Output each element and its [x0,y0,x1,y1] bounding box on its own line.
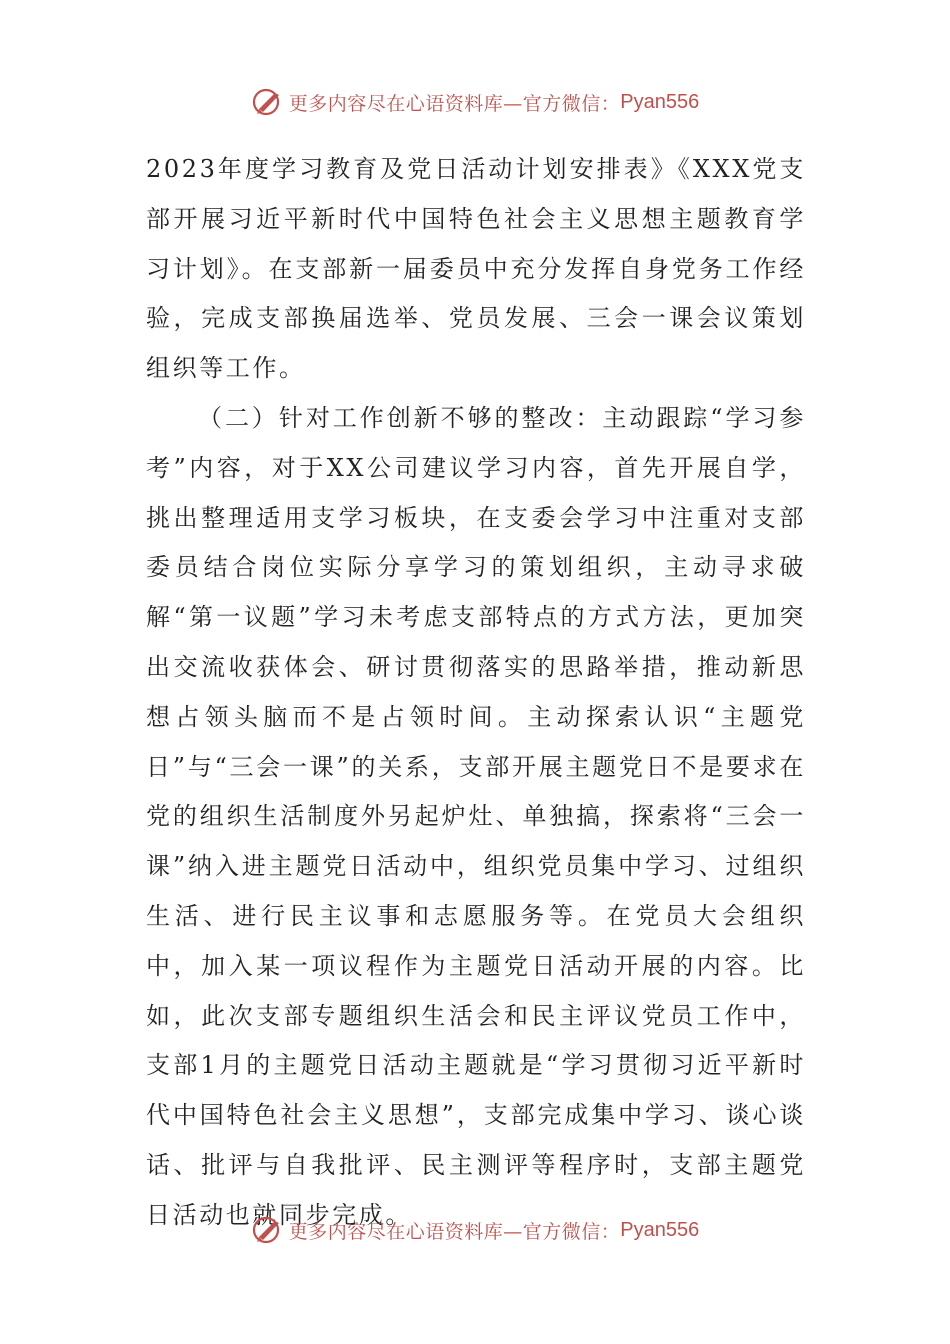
watermark-text: 更多内容尽在心语资料库—官方微信： [288,92,621,115]
watermark-wechat-id: Pyan556 [620,90,700,113]
paragraph-section-two: （二）针对工作创新不够的整改：主动跟踪“学习参考”内容，对于XX公司建议学习内容，首先开展自学，挑出整理适用支学习板块，在支委会学习中注重对支部委员结合岗位实际分享学习的策划组织，主动寻求破解“第一议题”学习未考虑支部特点的方式方法，更加突出交流收获体会、研讨贯彻落实的思路举措，推动新思想占领头脑而不是占领时间。主动探索认识“主题党日”与“三会一课”的关系，支部开展主题党日不是要求在党的组织生活制度外另起炉灶、单独搞，探索将“三会一课”纳入进主题党日活动中，组织党员集中学习、过组织生活、进行民主议事和志愿服务等。在党员大会组织中，加入某一项议程作为主题党日活动开展的内容。比如，此次支部专题组织生活会和民主评议党员工作中，支部1月的主题党日活动主题就是“学习贯彻习近平新时代中国特色社会主义思想”，支部完成集中学习、谈心谈话、批评与自我批评、民主测评等程序时，支部主题党日活动也就同步完成。 [146,403,806,1229]
watermark-text: 更多内容尽在心语资料库—官方微信： [288,1220,621,1243]
pen-circle-icon [251,85,285,119]
pen-circle-icon [251,1213,285,1247]
header-watermark [0,82,950,122]
document-body [146,145,806,1241]
paragraph-continued: 2023年度学习教育及党日活动计划安排表》《XXX党支部开展习近平新时代中国特色社会主义思想主题教育学习计划》。在支部新一届委员中充分发挥自身党务工作经验，完成支部换届选举、党员发展、三会一课会议策划组织等工作。 [146,155,806,383]
footer-watermark [0,1210,950,1250]
watermark-wechat-id: Pyan556 [620,1218,700,1241]
